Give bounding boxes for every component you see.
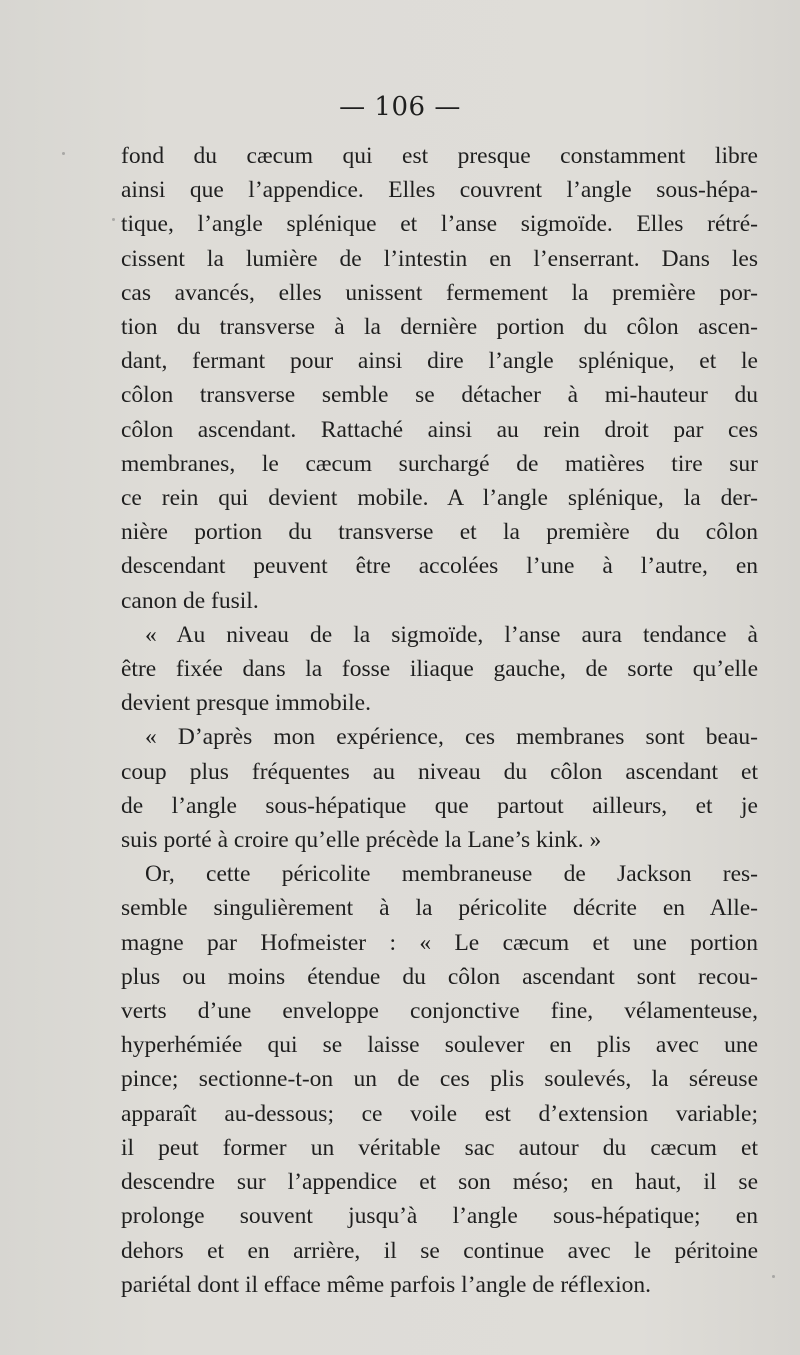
text-line: côlon ascendant. Rattaché ainsi au rein droit par ces	[121, 416, 758, 443]
text-line: de l’angle sous-hépatique que partout ailleurs, et je	[121, 792, 758, 819]
text-line: verts d’une enveloppe conjonctive fine, vélamenteuse,	[121, 998, 758, 1025]
text-line: plus ou moins étendue du côlon ascendant sont recou-	[121, 963, 758, 990]
text-line: semble singulièrement à la péricolite décrite en Alle-	[121, 895, 758, 922]
text-line: « D’après mon expérience, ces membranes sont beau-	[145, 724, 758, 751]
text-line: cas avancés, elles unissent fermement la première por-	[121, 279, 758, 306]
text-line: ce rein qui devient mobile. A l’angle splénique, la der-	[121, 485, 758, 512]
body-text	[121, 139, 758, 1302]
text-line: être fixée dans la fosse iliaque gauche, de sorte qu’elle	[121, 656, 758, 683]
text-line: dehors et en arrière, il se continue avec le péritoine	[121, 1237, 758, 1264]
text-line: Or, cette péricolite membraneuse de Jackson res-	[145, 861, 758, 888]
text-line: apparaît au-dessous; ce voile est d’extension variable;	[121, 1100, 758, 1127]
text-line: il peut former un véritable sac autour du cæcum et	[121, 1134, 758, 1161]
text-line: canon de fusil.	[121, 587, 259, 614]
text-line: tique, l’angle splénique et l’anse sigmoïde. Elles rétré-	[121, 211, 758, 238]
text-line: suis porté à croire qu’elle précède la Lane’s kink. »	[121, 827, 602, 854]
text-line: devient presque immobile.	[121, 690, 371, 717]
page-number: — 106 —	[339, 92, 461, 122]
text-line: magne par Hofmeister : « Le cæcum et une portion	[121, 929, 758, 956]
text-line: côlon transverse semble se détacher à mi-hauteur du	[121, 382, 758, 409]
scan-speck	[772, 1275, 775, 1278]
text-line: fond du cæcum qui est presque constamment libre	[121, 143, 758, 169]
text-line: tion du transverse à la dernière portion du côlon ascen-	[121, 314, 758, 341]
text-line: descendre sur l’appendice et son méso; en haut, il se	[121, 1169, 758, 1196]
scan-speck	[112, 218, 115, 221]
text-line: membranes, le cæcum surchargé de matières tire sur	[121, 450, 758, 477]
text-line: « Au niveau de la sigmoïde, l’anse aura tendance à	[145, 621, 758, 648]
text-line: hyperhémiée qui se laisse soulever en plis avec une	[121, 1032, 758, 1059]
text-line: pince; sectionne-t-on un de ces plis soulevés, la séreuse	[121, 1066, 758, 1093]
text-line: nière portion du transverse et la première du côlon	[121, 519, 758, 546]
text-line: descendant peuvent être accolées l’une à l’autre, en	[121, 553, 758, 580]
text-line: ainsi que l’appendice. Elles couvrent l’angle sous-hépa-	[121, 177, 758, 204]
text-line: coup plus fréquentes au niveau du côlon ascendant et	[121, 758, 758, 785]
scan-speck	[62, 152, 65, 155]
text-line: prolonge souvent jusqu’à l’angle sous-hépatique; en	[121, 1203, 758, 1230]
text-line: cissent la lumière de l’intestin en l’enserrant. Dans les	[121, 245, 758, 272]
text-line: dant, fermant pour ainsi dire l’angle splénique, et le	[121, 348, 758, 375]
text-line: pariétal dont il efface même parfois l’angle de réflexion.	[121, 1271, 652, 1298]
